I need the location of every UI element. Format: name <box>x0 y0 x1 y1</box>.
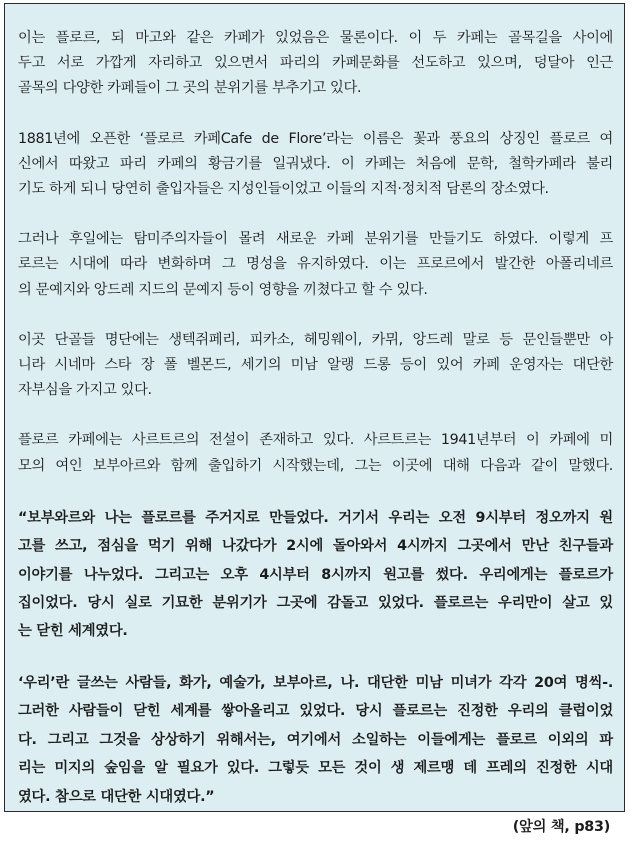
text-line: 신에서 따왔고 파리 카페의 황금기를 일궈냈다. 이 카페는 처음에 문학, 철학카페라 불리 <box>18 155 613 172</box>
paragraph-1 <box>18 26 613 102</box>
quote-line: 그러한 사람들이 닫힌 세계를 쌓아올리고 있었다. 당시 플로르는 진정한 우리의 클럽이었 <box>18 703 613 720</box>
quote-line: 다. 그리고 그것을 상상하기 위해서는, 여기에서 소일하는 이들에게는 플로르 이외의 파 <box>18 731 613 748</box>
text-line: 그러나 후일에는 탐미주의자들이 몰려 새로운 카페 분위기를 만들기도 하였다. 이렇게 프 <box>18 231 613 248</box>
quote-paragraph-1 <box>18 504 613 646</box>
text-line: 로르는 시대에 따라 변화하며 그 명성을 유지하였다. 이는 프로르에서 발간한 아폴리네르 <box>18 256 613 273</box>
text-line: 의 문예지와 앙드레 지드의 문예지 등이 영향을 끼쳤다고 할 수 있다. <box>18 281 428 298</box>
text-line: 이곳 단골들 명단에는 생텍쥐페리, 피카소, 헤밍웨이, 카뮈, 앙드레 말로 등 문인들뿐만 아 <box>18 331 613 348</box>
quote-line: 이야기를 나누었다. 그리고는 오후 4시부터 8시까지 원고를 썼다. 우리에게는 플로르가 <box>18 566 613 583</box>
paragraph-5 <box>18 428 613 478</box>
text-line: 골목의 다양한 카페들이 그 곳의 분위기를 부추기고 있다. <box>18 80 362 97</box>
text-line: 기도 하게 되니 당연히 출입자들은 지성인들이었고 이들의 지적·정치적 담론의 장소였다. <box>18 181 549 198</box>
text-line: 자부심을 가지고 있다. <box>18 382 152 399</box>
quote-line: 였다. 참으로 대단한 시대였다.” <box>18 788 215 805</box>
text-line: 1881년에 오픈한 ‘플로르 카페Cafe de Flore’라는 이름은 꽃과 풍요의 상징인 플로르 여 <box>18 130 613 147</box>
quote-line: 리는 미지의 숲임을 알 필요가 있다. 그렇듯 모든 것이 생 제르맹 데 프레의 진정한 시대 <box>18 760 613 777</box>
text-line: 두고 서로 가깝게 자리하고 있으면서 파리의 카페문화를 선도하고 있으며, 덩달아 인근 <box>18 55 613 72</box>
text-line: 플로르 카페에는 사르트르의 전설이 존재하고 있다. 사르트르는 1941년부터 이 카페에 미 <box>18 432 613 449</box>
quote-line: 집이었다. 당시 실로 기묘한 분위기가 그곳에 감돌고 있었다. 플로르는 우리만이 살고 있 <box>18 595 613 612</box>
quote-line: “보부와르와 나는 플로르를 주거지로 만들었다. 거기서 우리는 오전 9시부터 정오까지 원 <box>18 509 613 526</box>
text-line: 니라 시네마 스타 장 폴 벨몬드, 세기의 미남 알랭 드롱 등이 있어 카페 운영자는 대단한 <box>18 357 613 374</box>
quote-line: ‘우리’란 글쓰는 사람들, 화가, 예술가, 보부아르, 나. 대단한 미남 미녀가 각각 20여 명씩-. <box>18 674 613 691</box>
quote-line: 고를 쓰고, 점심을 먹기 위해 나갔다가 2시에 돌아와서 4시까지 그곳에서 만난 친구들과 <box>18 538 613 555</box>
paragraph-4 <box>18 328 613 404</box>
paragraph-2 <box>18 127 613 203</box>
text-box <box>4 3 625 835</box>
text-line: 모의 여인 보부아르와 함께 출입하기 시작했는데, 그는 이곳에 대해 다음과 같이 말했다. <box>18 457 613 474</box>
quote-line: 는 닫힌 세계였다. <box>18 623 128 640</box>
text-line: 이는 플로르, 되 마고와 같은 카페가 있었음은 물론이다. 이 두 카페는 골목길을 사이에 <box>18 30 613 46</box>
quote-paragraph-2 <box>18 669 613 841</box>
citation: (앞의 책, p83) <box>512 818 610 835</box>
paragraph-3 <box>18 227 613 303</box>
